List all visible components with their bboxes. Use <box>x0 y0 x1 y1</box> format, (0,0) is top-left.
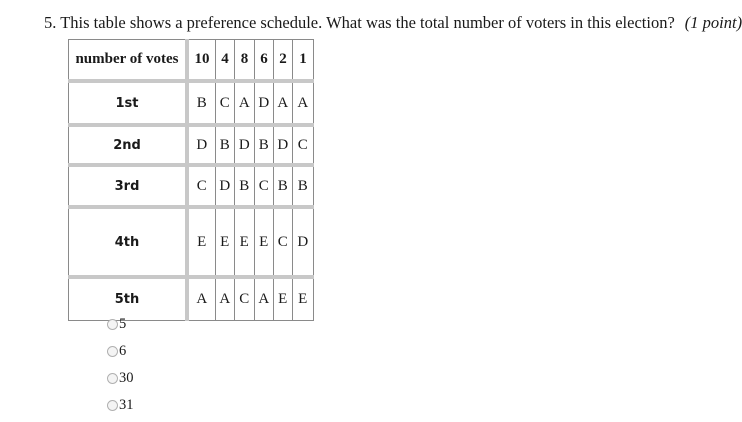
answer-option-label: 5 <box>119 316 127 332</box>
choice-cell: B <box>255 125 274 165</box>
choice-cell: A <box>293 81 314 125</box>
answer-option-31[interactable] <box>107 395 134 415</box>
choice-cell: A <box>187 277 216 321</box>
rank-label: 4th <box>69 207 188 277</box>
votes-header-row <box>69 40 314 82</box>
answer-option-5[interactable] <box>107 314 134 334</box>
choice-cell: E <box>293 277 314 321</box>
answer-option-30[interactable] <box>107 368 134 388</box>
choice-cell: C <box>216 81 235 125</box>
rank-label: 3rd <box>69 165 188 207</box>
radio-button[interactable] <box>107 346 118 357</box>
choice-cell: C <box>293 125 314 165</box>
radio-button[interactable] <box>107 400 118 411</box>
rank-row-3rd <box>69 165 314 207</box>
answer-option-label: 31 <box>119 397 134 413</box>
question-points: (1 point) <box>684 13 742 32</box>
choice-cell: E <box>216 207 235 277</box>
rank-row-5th <box>69 277 314 321</box>
choice-cell: E <box>274 277 293 321</box>
choice-cell: B <box>235 165 255 207</box>
rank-row-1st <box>69 81 314 125</box>
vote-count-cell: 10 <box>187 40 216 82</box>
choice-cell: C <box>235 277 255 321</box>
vote-count-cell: 2 <box>274 40 293 82</box>
question-text-block <box>44 12 742 34</box>
choice-cell: A <box>216 277 235 321</box>
choice-cell: D <box>216 165 235 207</box>
answer-options <box>107 314 134 422</box>
choice-cell: E <box>255 207 274 277</box>
choice-cell: D <box>293 207 314 277</box>
choice-cell: C <box>187 165 216 207</box>
vote-count-cell: 1 <box>293 40 314 82</box>
rank-row-4th <box>69 207 314 277</box>
choice-cell: E <box>235 207 255 277</box>
choice-cell: D <box>235 125 255 165</box>
choice-cell: A <box>235 81 255 125</box>
question-text: 5. This table shows a preference schedule. What was the total number of voters in this election? <box>44 13 675 32</box>
votes-header-label: number of votes <box>69 40 188 82</box>
preference-schedule-table <box>68 39 314 321</box>
choice-cell: D <box>187 125 216 165</box>
rank-label: 2nd <box>69 125 188 165</box>
answer-option-6[interactable] <box>107 341 134 361</box>
rank-label: 5th <box>69 277 188 321</box>
rank-label: 1st <box>69 81 188 125</box>
choice-cell: D <box>274 125 293 165</box>
choice-cell: D <box>255 81 274 125</box>
rank-row-2nd <box>69 125 314 165</box>
choice-cell: B <box>293 165 314 207</box>
radio-button[interactable] <box>107 319 118 330</box>
answer-option-label: 30 <box>119 370 134 386</box>
choice-cell: E <box>187 207 216 277</box>
vote-count-cell: 6 <box>255 40 274 82</box>
choice-cell: B <box>216 125 235 165</box>
answer-option-label: 6 <box>119 343 127 359</box>
radio-button[interactable] <box>107 373 118 384</box>
vote-count-cell: 4 <box>216 40 235 82</box>
choice-cell: A <box>274 81 293 125</box>
choice-cell: B <box>274 165 293 207</box>
choice-cell: C <box>274 207 293 277</box>
vote-count-cell: 8 <box>235 40 255 82</box>
choice-cell: C <box>255 165 274 207</box>
choice-cell: B <box>187 81 216 125</box>
choice-cell: A <box>255 277 274 321</box>
